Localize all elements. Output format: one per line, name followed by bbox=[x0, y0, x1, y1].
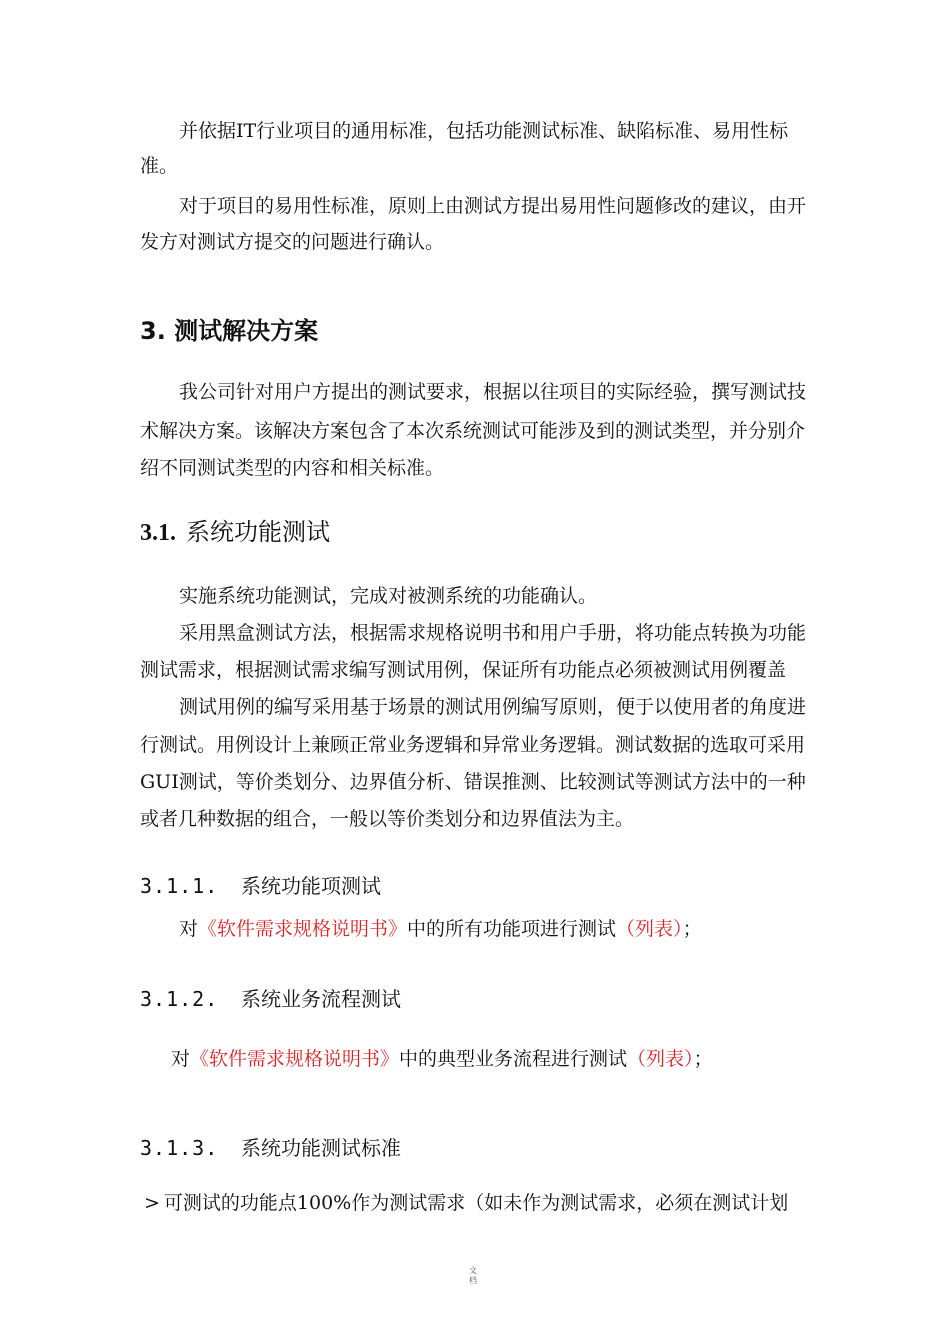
paragraph-line: 绍不同测试类型的内容和相关标准。 bbox=[140, 457, 445, 479]
section-heading-3-1-3 bbox=[140, 1135, 401, 1161]
list-reference: （列表） bbox=[616, 918, 683, 940]
document-reference: 《软件需求规格说明书》 bbox=[198, 918, 408, 940]
paragraph-line: 准。 bbox=[140, 155, 179, 177]
section-number: 3.1.2. bbox=[140, 987, 219, 1011]
paragraph-line: 术解决方案。该解决方案包含了本次系统测试可能涉及到的测试类型，并分别介 bbox=[140, 420, 806, 442]
section-heading-3-1-1 bbox=[140, 873, 381, 899]
paragraph-line bbox=[171, 1046, 713, 1072]
section-title: 系统功能测试 bbox=[186, 518, 330, 546]
section-heading-3-1 bbox=[140, 517, 330, 548]
bullet-marker: > bbox=[144, 1192, 160, 1214]
footer-char: 文 bbox=[469, 1266, 477, 1275]
section-number: 3.1.1. bbox=[140, 874, 219, 898]
section-title: 系统业务流程测试 bbox=[241, 987, 401, 1011]
text: ； bbox=[693, 1048, 713, 1070]
paragraph-line: 测试用例的编写采用基于场景的测试用例编写原则，便于以使用者的角度进 bbox=[179, 696, 807, 718]
text: ； bbox=[682, 918, 702, 940]
document-reference: 《软件需求规格说明书》 bbox=[190, 1048, 400, 1070]
footer-char: 档 bbox=[469, 1276, 477, 1285]
text: 中的典型业务流程进行测试 bbox=[399, 1048, 628, 1070]
section-number: 3.1.3. bbox=[140, 1136, 219, 1160]
paragraph-line: 测试需求，根据测试需求编写测试用例，保证所有功能点必须被测试用例覆盖 bbox=[140, 659, 787, 681]
paragraph-line: 采用黑盒测试方法，根据需求规格说明书和用户手册，将功能点转换为功能 bbox=[179, 622, 807, 644]
section-heading-3-1-2 bbox=[140, 986, 401, 1012]
section-title: 系统功能测试标准 bbox=[241, 1136, 401, 1160]
section-heading-3: 3. 测试解决方案 bbox=[140, 317, 319, 345]
paragraph-line: 对于项目的易用性标准，原则上由测试方提出易用性问题修改的建议，由开 bbox=[179, 195, 807, 217]
text: 对 bbox=[171, 1048, 191, 1070]
paragraph-line: 并依据IT行业项目的通用标准，包括功能测试标准、缺陷标准、易用性标 bbox=[179, 120, 789, 142]
text: 对 bbox=[179, 918, 199, 940]
paragraph-line: 实施系统功能测试，完成对被测系统的功能确认。 bbox=[179, 585, 598, 607]
paragraph-line: 发方对测试方提交的问题进行确认。 bbox=[140, 231, 445, 253]
paragraph-line: 行测试。用例设计上兼顾正常业务逻辑和异常业务逻辑。测试数据的选取可采用 bbox=[140, 734, 806, 756]
bullet-item bbox=[144, 1190, 788, 1216]
paragraph-line: 我公司针对用户方提出的测试要求，根据以往项目的实际经验，撰写测试技 bbox=[179, 381, 807, 403]
paragraph-line: GUI测试，等价类划分、边界值分析、错误推测、比较测试等测试方法中的一种 bbox=[140, 771, 806, 793]
text: 中的所有功能项进行测试 bbox=[407, 918, 617, 940]
paragraph-line bbox=[179, 916, 702, 942]
section-number: 3.1. bbox=[140, 520, 176, 546]
paragraph-line: 或者几种数据的组合，一般以等价类划分和边界值法为主。 bbox=[140, 808, 635, 830]
text: 可测试的功能点100%作为测试需求（如未作为测试需求，必须在测试计划 bbox=[163, 1192, 789, 1214]
list-reference: （列表） bbox=[627, 1048, 694, 1070]
section-title: 系统功能项测试 bbox=[241, 874, 381, 898]
page-footer bbox=[466, 1266, 480, 1286]
